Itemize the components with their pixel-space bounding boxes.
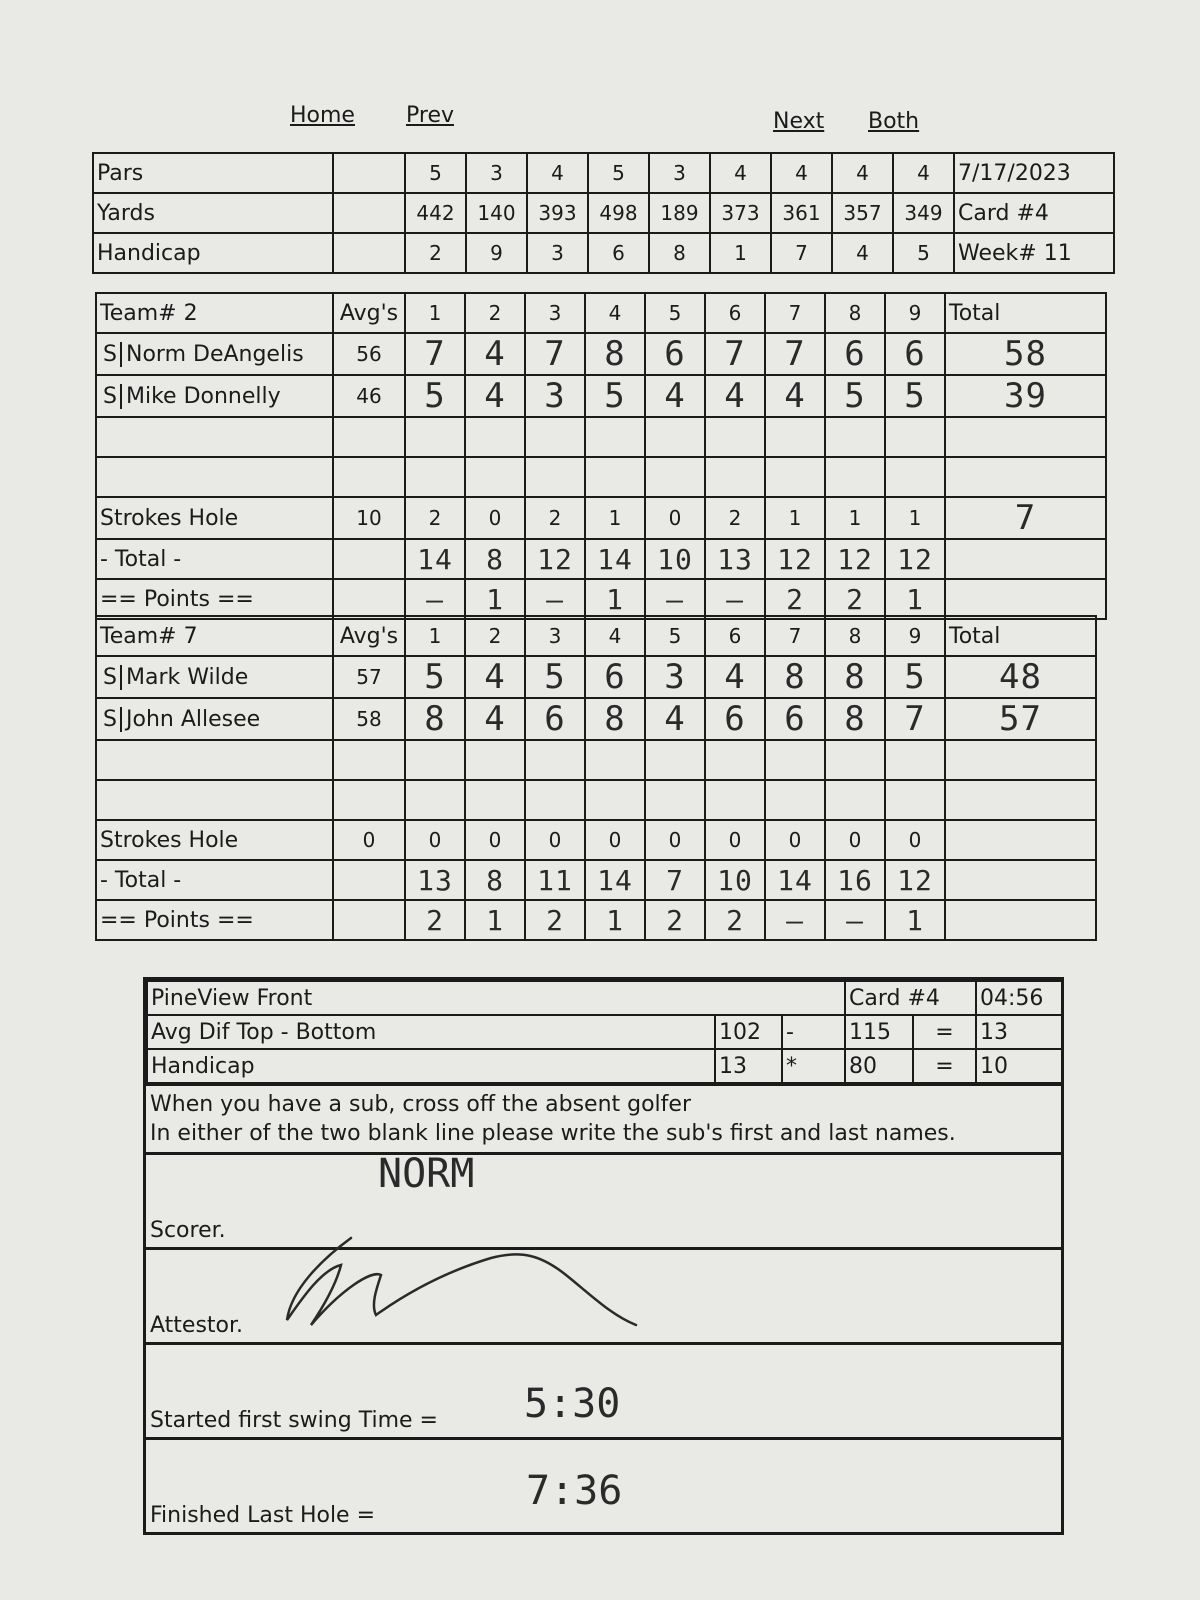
- both-link[interactable]: Both: [868, 109, 920, 134]
- stroke-cell: 0: [645, 497, 705, 539]
- note-line-1: When you have a sub, cross off the absent golfer: [150, 1092, 691, 1117]
- strokes-value: 10: [333, 497, 405, 539]
- hole-total[interactable]: 11: [525, 860, 585, 900]
- hole-total[interactable]: 12: [525, 539, 585, 579]
- stroke-cell: 0: [525, 820, 585, 860]
- total-label: Total: [945, 293, 1106, 333]
- footer-card-number: Card #4: [845, 981, 976, 1015]
- strokes-row: [96, 820, 1096, 860]
- hole-total[interactable]: 16: [825, 860, 885, 900]
- course-name: PineView Front: [147, 981, 845, 1015]
- par-cell: 4: [710, 153, 771, 193]
- avgs-label: Avg's: [333, 616, 405, 656]
- hole-total[interactable]: 10: [705, 860, 765, 900]
- total-row-label: - Total -: [96, 860, 333, 900]
- stroke-cell: 0: [885, 820, 945, 860]
- score-cell[interactable]: 4: [645, 375, 705, 417]
- strokes-label: Strokes Hole: [96, 497, 333, 539]
- score-cell[interactable]: 4: [705, 656, 765, 698]
- hole-total[interactable]: 12: [825, 539, 885, 579]
- card-footer: [143, 977, 1064, 1535]
- hole-points[interactable]: 1: [585, 900, 645, 940]
- hole-number: 5: [645, 293, 705, 333]
- avg-equals: =: [913, 1015, 976, 1049]
- stroke-cell: 1: [765, 497, 825, 539]
- hole-number: 8: [825, 616, 885, 656]
- course-info-table: [92, 152, 1115, 274]
- player-avg: 58: [333, 698, 405, 740]
- par-cell: 4: [832, 153, 893, 193]
- points-label: == Points ==: [96, 900, 333, 940]
- total-row: [96, 539, 1106, 579]
- hole-number: 7: [765, 616, 825, 656]
- hole-total[interactable]: 8: [465, 860, 525, 900]
- team-name: Team# 7: [96, 616, 333, 656]
- hole-points[interactable]: 2: [645, 900, 705, 940]
- start-time-value[interactable]: 5:30: [524, 1381, 621, 1427]
- blank-sub-row[interactable]: [96, 417, 1106, 457]
- hole-total[interactable]: 13: [705, 539, 765, 579]
- player-name: John Allesee: [126, 706, 261, 732]
- player-avg: 57: [333, 656, 405, 698]
- hole-points[interactable]: —: [405, 579, 465, 619]
- handicap-cell: 9: [466, 233, 527, 273]
- score-cell[interactable]: 8: [825, 656, 885, 698]
- stroke-cell: 0: [765, 820, 825, 860]
- score-cell[interactable]: 7: [525, 333, 585, 375]
- avg-result: 13: [976, 1015, 1062, 1049]
- next-link[interactable]: Next: [773, 109, 825, 134]
- yard-cell: 373: [710, 193, 771, 233]
- points-row: [96, 579, 1106, 619]
- hole-points[interactable]: 1: [585, 579, 645, 619]
- stroke-cell: 0: [405, 820, 465, 860]
- par-cell: 4: [527, 153, 588, 193]
- attestor-label: Attestor.: [150, 1313, 244, 1338]
- yard-cell: 357: [832, 193, 893, 233]
- hole-total[interactable]: 12: [885, 860, 945, 900]
- par-cell: 4: [893, 153, 954, 193]
- hole-total[interactable]: 12: [885, 539, 945, 579]
- hcp-diff: 13: [715, 1049, 782, 1083]
- avg-top: 102: [715, 1015, 782, 1049]
- blank-sub-row[interactable]: [96, 740, 1096, 780]
- player-total[interactable]: 39: [945, 375, 1106, 417]
- stroke-cell: 2: [705, 497, 765, 539]
- handicap-cell: 6: [588, 233, 649, 273]
- yard-cell: 189: [649, 193, 710, 233]
- hcp-operator: *: [782, 1049, 845, 1083]
- score-cell[interactable]: 6: [825, 333, 885, 375]
- hole-points[interactable]: 1: [885, 900, 945, 940]
- sub-marker: S: [100, 384, 122, 409]
- par-cell: 4: [771, 153, 832, 193]
- card-time: 04:56: [976, 981, 1062, 1015]
- player-row: [96, 333, 1106, 375]
- player-name-cell: [96, 375, 333, 417]
- hole-number: 7: [765, 293, 825, 333]
- avg-dif-label: Avg Dif Top - Bottom: [147, 1015, 715, 1049]
- hcp-result: 10: [976, 1049, 1062, 1083]
- hole-points[interactable]: 2: [825, 579, 885, 619]
- handicap-cell: 7: [771, 233, 832, 273]
- score-cell[interactable]: 4: [705, 375, 765, 417]
- hole-number: 3: [525, 616, 585, 656]
- week-cell: Week# 11: [954, 233, 1114, 273]
- hole-points[interactable]: —: [765, 900, 825, 940]
- hole-points[interactable]: 1: [885, 579, 945, 619]
- score-cell[interactable]: 7: [885, 698, 945, 740]
- hole-total[interactable]: 14: [405, 539, 465, 579]
- score-cell[interactable]: 8: [585, 698, 645, 740]
- par-cell: 5: [405, 153, 466, 193]
- score-cell[interactable]: 7: [405, 333, 465, 375]
- note-line-2: In either of the two blank line please write the sub's first and last names.: [150, 1121, 956, 1146]
- score-cell[interactable]: 4: [645, 698, 705, 740]
- score-cell[interactable]: 4: [465, 698, 525, 740]
- hole-number: 8: [825, 293, 885, 333]
- score-cell[interactable]: 4: [465, 656, 525, 698]
- stroke-cell: 2: [525, 497, 585, 539]
- avg-dif-row: [147, 1015, 1062, 1049]
- hole-number: 1: [405, 616, 465, 656]
- player-row: [96, 656, 1096, 698]
- handicap-cell: 2: [405, 233, 466, 273]
- hole-points[interactable]: —: [525, 579, 585, 619]
- score-cell[interactable]: 5: [585, 375, 645, 417]
- total-label: Total: [945, 616, 1096, 656]
- start-time-label: Started first swing Time =: [150, 1408, 438, 1433]
- sub-marker: S: [100, 665, 122, 690]
- hole-total[interactable]: 14: [765, 860, 825, 900]
- handicap-calc-row: [147, 1049, 1062, 1083]
- player-total[interactable]: 58: [945, 333, 1106, 375]
- handicap-label: Handicap: [93, 233, 333, 273]
- stroke-cell: 0: [465, 497, 525, 539]
- score-cell[interactable]: 4: [765, 375, 825, 417]
- avg-bottom: 115: [845, 1015, 913, 1049]
- hole-number: 9: [885, 616, 945, 656]
- points-row: [96, 900, 1096, 940]
- yard-cell: 393: [527, 193, 588, 233]
- finish-time-row[interactable]: [146, 1437, 1061, 1532]
- hole-points[interactable]: 2: [525, 900, 585, 940]
- sub-marker: S: [100, 707, 122, 732]
- strokes-label: Strokes Hole: [96, 820, 333, 860]
- score-cell[interactable]: 6: [765, 698, 825, 740]
- hole-total[interactable]: 8: [465, 539, 525, 579]
- player-total[interactable]: 57: [945, 698, 1096, 740]
- yard-cell: 361: [771, 193, 832, 233]
- attestor-row[interactable]: [146, 1247, 1061, 1342]
- score-cell[interactable]: 5: [885, 656, 945, 698]
- score-cell[interactable]: 5: [525, 656, 585, 698]
- player-name-cell: [96, 656, 333, 698]
- stroke-cell: 1: [825, 497, 885, 539]
- player-row: [96, 375, 1106, 417]
- player-name-cell: [96, 698, 333, 740]
- hole-points[interactable]: 2: [405, 900, 465, 940]
- avg-operator: -: [782, 1015, 845, 1049]
- hole-number: 4: [585, 293, 645, 333]
- blank-sub-row[interactable]: [96, 457, 1106, 497]
- stroke-cell: 0: [825, 820, 885, 860]
- hole-number: 6: [705, 616, 765, 656]
- yard-cell: 349: [893, 193, 954, 233]
- handicap-cell: 1: [710, 233, 771, 273]
- score-cell[interactable]: 4: [465, 333, 525, 375]
- pars-row: [93, 153, 1114, 193]
- hole-points[interactable]: —: [645, 579, 705, 619]
- score-cell[interactable]: 8: [765, 656, 825, 698]
- score-cell[interactable]: 3: [645, 656, 705, 698]
- hole-points[interactable]: 1: [465, 900, 525, 940]
- score-cell[interactable]: 6: [525, 698, 585, 740]
- handicap-cell: 8: [649, 233, 710, 273]
- hole-number: 2: [465, 293, 525, 333]
- team-header-row: [96, 616, 1096, 656]
- score-cell[interactable]: 8: [405, 698, 465, 740]
- player-name: Mike Donnelly: [126, 383, 281, 409]
- hole-points[interactable]: 2: [705, 900, 765, 940]
- score-cell[interactable]: 4: [465, 375, 525, 417]
- yards-label: Yards: [93, 193, 333, 233]
- blank-sub-row[interactable]: [96, 780, 1096, 820]
- hole-total[interactable]: 12: [765, 539, 825, 579]
- total-row-label: - Total -: [96, 539, 333, 579]
- hole-points[interactable]: 1: [465, 579, 525, 619]
- player-avg: 46: [333, 375, 405, 417]
- hole-total[interactable]: 13: [405, 860, 465, 900]
- hole-number: 2: [465, 616, 525, 656]
- yards-row: [93, 193, 1114, 233]
- par-cell: 5: [588, 153, 649, 193]
- player-name: Mark Wilde: [126, 664, 249, 690]
- handicap-cell: 3: [527, 233, 588, 273]
- player-name: Norm DeAngelis: [126, 341, 304, 367]
- hcp-percent: 80: [845, 1049, 913, 1083]
- yard-cell: 140: [466, 193, 527, 233]
- player-avg: 56: [333, 333, 405, 375]
- footer-handicap-label: Handicap: [147, 1049, 715, 1083]
- score-cell[interactable]: 5: [405, 375, 465, 417]
- par-cell: 3: [466, 153, 527, 193]
- yard-cell: 442: [405, 193, 466, 233]
- hole-total[interactable]: 7: [645, 860, 705, 900]
- score-cell[interactable]: 6: [585, 656, 645, 698]
- hole-number: 6: [705, 293, 765, 333]
- strokes-value: 0: [333, 820, 405, 860]
- score-cell[interactable]: 6: [645, 333, 705, 375]
- team-7-table: [95, 615, 1097, 941]
- pars-label: Pars: [93, 153, 333, 193]
- home-link[interactable]: Home: [290, 103, 355, 128]
- hole-points[interactable]: —: [705, 579, 765, 619]
- yard-cell: 498: [588, 193, 649, 233]
- hole-total[interactable]: 14: [585, 860, 645, 900]
- hole-number: 4: [585, 616, 645, 656]
- hcp-equals: =: [913, 1049, 976, 1083]
- scorer-value[interactable]: NORM: [378, 1151, 475, 1197]
- team-name: Team# 2: [96, 293, 333, 333]
- stroke-cell: 0: [585, 820, 645, 860]
- finish-time-value[interactable]: 7:36: [526, 1468, 623, 1514]
- handicap-row: [93, 233, 1114, 273]
- start-time-row[interactable]: [146, 1342, 1061, 1437]
- par-cell: 3: [649, 153, 710, 193]
- hole-total[interactable]: 14: [585, 539, 645, 579]
- finish-time-label: Finished Last Hole =: [150, 1503, 376, 1528]
- score-cell[interactable]: 8: [585, 333, 645, 375]
- date-cell: 7/17/2023: [954, 153, 1114, 193]
- score-cell[interactable]: 6: [885, 333, 945, 375]
- avgs-label: Avg's: [333, 293, 405, 333]
- score-cell[interactable]: 7: [705, 333, 765, 375]
- hole-points[interactable]: —: [825, 900, 885, 940]
- sub-instructions: [146, 1084, 1061, 1152]
- stroke-cell: 1: [585, 497, 645, 539]
- stroke-cell: 1: [885, 497, 945, 539]
- stroke-cell: 2: [405, 497, 465, 539]
- score-cell[interactable]: 5: [885, 375, 945, 417]
- team-header-row: [96, 293, 1106, 333]
- sub-marker: S: [100, 342, 122, 367]
- score-cell[interactable]: 5: [825, 375, 885, 417]
- score-cell[interactable]: 7: [765, 333, 825, 375]
- total-row: [96, 860, 1096, 900]
- hole-points[interactable]: 2: [765, 579, 825, 619]
- handicap-cell: 4: [832, 233, 893, 273]
- player-total[interactable]: 48: [945, 656, 1096, 698]
- hole-number: 3: [525, 293, 585, 333]
- score-cell[interactable]: 8: [825, 698, 885, 740]
- stroke-cell: 0: [645, 820, 705, 860]
- prev-link[interactable]: Prev: [406, 103, 454, 128]
- player-row: [96, 698, 1096, 740]
- stroke-cell: 0: [705, 820, 765, 860]
- score-cell[interactable]: 5: [405, 656, 465, 698]
- handicap-calc-table: [146, 980, 1063, 1084]
- hole-number: 5: [645, 616, 705, 656]
- player-name-cell: [96, 333, 333, 375]
- team-2-table: [95, 292, 1107, 620]
- strokes-total[interactable]: 7: [945, 497, 1106, 539]
- scorer-label: Scorer.: [150, 1218, 226, 1243]
- hole-number: 9: [885, 293, 945, 333]
- card-number-cell: Card #4: [954, 193, 1114, 233]
- hole-total[interactable]: 10: [645, 539, 705, 579]
- score-cell[interactable]: 6: [705, 698, 765, 740]
- stroke-cell: 0: [465, 820, 525, 860]
- course-row: [147, 981, 1062, 1015]
- strokes-row: [96, 497, 1106, 539]
- points-label: == Points ==: [96, 579, 333, 619]
- handicap-cell: 5: [893, 233, 954, 273]
- hole-number: 1: [405, 293, 465, 333]
- attestor-signature: [281, 1230, 661, 1340]
- score-cell[interactable]: 3: [525, 375, 585, 417]
